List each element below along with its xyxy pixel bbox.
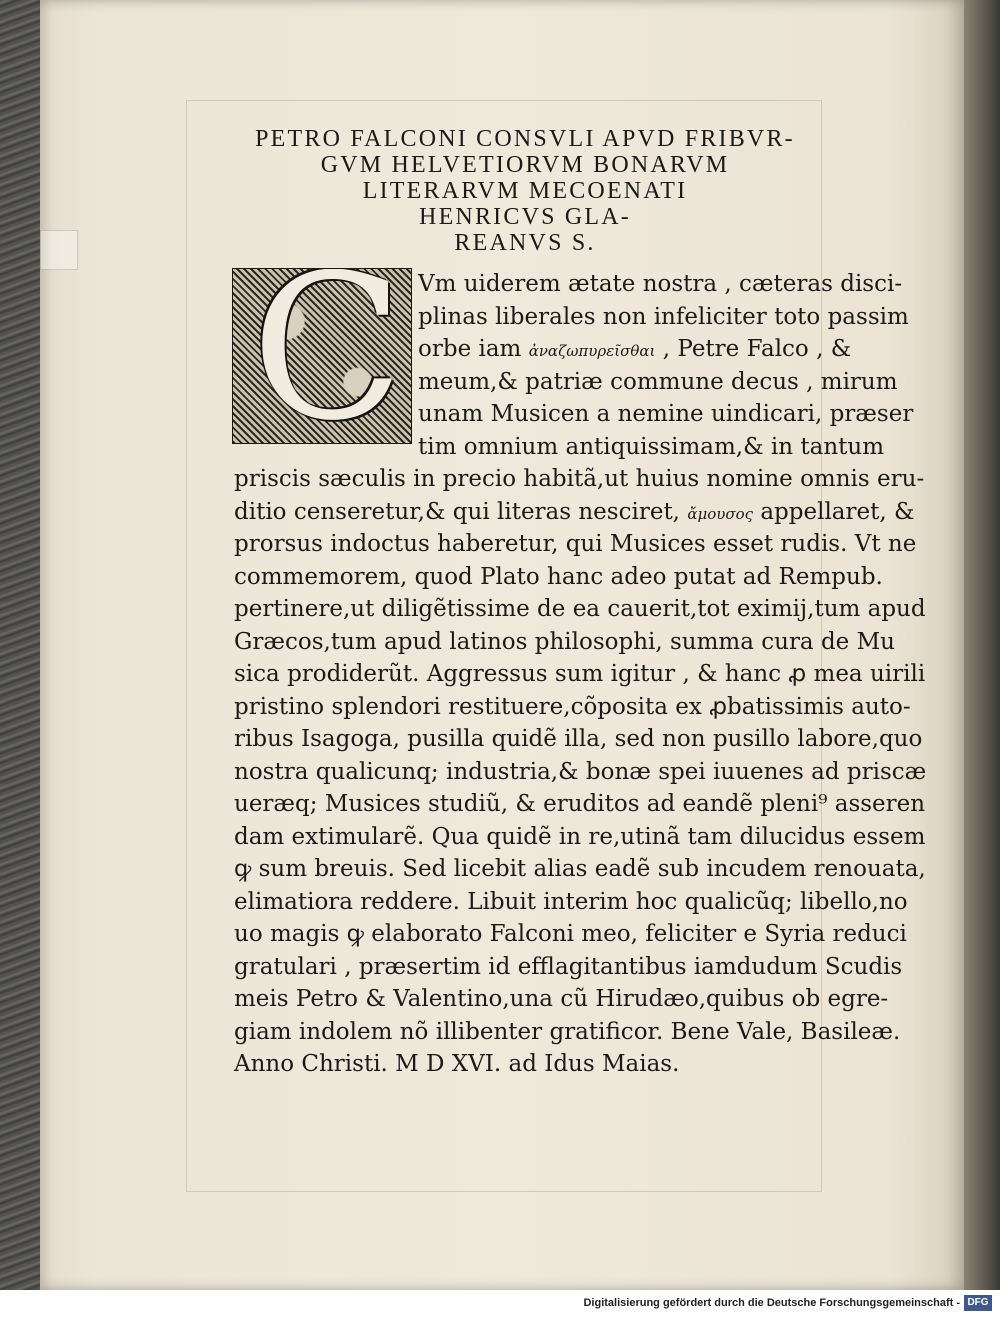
greek-word: ἀναζωπυρεῖσθαι [528,342,656,360]
text-segment: orbe iam [418,336,529,362]
text-line: pertinere,ut diligẽtissime de ea cauerit,tot eximij,tum apud [234,596,926,622]
book-binding-right [962,0,1000,1290]
text-line: meum,& patriæ commune decus , mirum [418,368,898,395]
text-line: elimatiora reddere. Libuit interim hoc qualicũq; libello,no [234,888,908,915]
initial-letter: C [251,268,405,444]
text-line [418,333,858,366]
footer-bar [0,1290,1000,1318]
text-line: prorsus indoctus haberetur, qui Musices esset rudis. Vt ne [234,531,917,557]
text-line: ribus Isagoga, pusilla quidẽ illa, sed non pusillo labore,quo [234,726,923,752]
text-line: meis Petro & Valentino,una cũ Hirudæo,quibus ob egre- [234,986,889,1012]
heading-line: LITERARVM MECOENATI [362,178,688,204]
heading-line: GVM HELVETIORVM BONARVM [320,152,730,178]
text-line: uo magis ꝙ elaborato Falconi meo, feliciter e Syria reduci [234,921,907,947]
text-line: Vm uiderem ætate nostra , cæteras disci- [418,271,903,297]
funding-credit: Digitalisierung gefördert durch die Deutsche Forschungsgemeinschaft - [583,1297,960,1309]
text-line: dam extimularẽ. Qua quidẽ in re,utinã tam dilucidus essem [234,823,926,850]
heading-line: HENRICVS GLA- [419,204,631,230]
text-segment: , Petre Falco , & [655,336,852,362]
text-line: pristino splendori restituere,cõposita ex ꝓbatissimis auto- [234,693,911,720]
text-line: ueræq; Musices studiũ, & eruditos ad eandẽ pleni⁹ asseren [234,791,926,817]
dedication-heading [200,126,850,256]
text-line: unam Musicen a nemine uindicari, præser [418,401,914,427]
text-segment: ditio censeretur,& qui literas nesciret, [234,498,688,525]
dfg-logo: DFG [964,1295,992,1311]
body-text [234,463,927,1081]
text-line: gratulari , præsertim id efflagitantibus iamdudum Scudis [234,953,903,980]
body-text-beside-initial [418,268,914,463]
text-line: sica prodiderũt. Aggressus sum igitur , & hanc ꝓ mea uirili [234,661,926,687]
decorated-initial [232,268,412,444]
text-line: Anno Christi. M D XVI. ad Idus Maias. [234,1051,680,1077]
text-line: nostra qualicunq; industria,& bonæ spei iuuenes ad priscæ [234,758,927,785]
text-line: giam indolem nõ illibenter gratificor. Bene Vale, Basileæ. [234,1018,901,1045]
page-tab-marker [40,230,78,270]
text-line: plinas liberales non infeliciter toto passim [418,303,909,330]
heading-line: REANVS S. [454,230,596,256]
text-line: commemorem, quod Plato hanc adeo putat ad Rempub. [234,563,883,590]
text-line: tim omnium antiquissimam,& in tantum [418,433,884,460]
text-segment: appellaret, & [753,498,915,525]
text-line: priscis sæculis in precio habitã,ut huius nomine omnis eru- [234,466,925,492]
heading-line: PETRO FALCONI CONSVLI APVD FRIBVR- [255,126,795,152]
text-line [234,496,915,529]
greek-word: ἄμουσος [687,504,754,523]
text-line: Græcos,tum apud latinos philosophi, summa cura de Mu [234,628,895,655]
text-line: ꝙ sum breuis. Sed licebit alias eadẽ sub incudem renouata, [234,856,926,882]
